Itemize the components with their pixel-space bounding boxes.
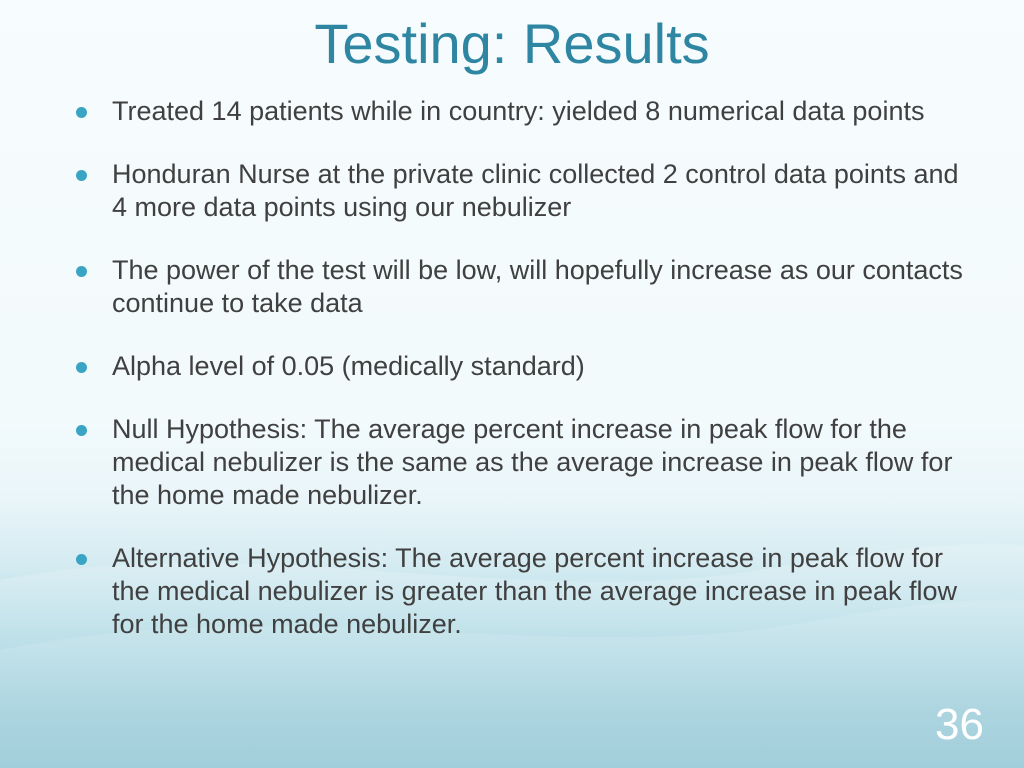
bullet-item xyxy=(72,254,972,320)
bullet-text: Null Hypothesis: The average percent increase in peak flow for the medical nebulizer is the same as the average increase in peak flow for the home made nebulizer. xyxy=(112,414,953,510)
bullet-item xyxy=(72,413,972,512)
bullet-text: Alpha level of 0.05 (medically standard) xyxy=(112,351,585,381)
bullet-item xyxy=(72,158,972,224)
bullet-dot-icon xyxy=(76,554,87,565)
bullet-item xyxy=(72,542,972,641)
bullet-item xyxy=(72,350,972,383)
slide-title: Testing: Results xyxy=(314,12,710,75)
bullet-text: The power of the test will be low, will hopefully increase as our contacts continue to take data xyxy=(112,255,963,318)
bullet-item xyxy=(72,95,972,128)
bullet-text: Treated 14 patients while in country: yielded 8 numerical data points xyxy=(112,96,925,126)
bullet-text: Alternative Hypothesis: The average percent increase in peak flow for the medical nebulizer is greater than the average increase in peak flow for the home made nebulizer. xyxy=(112,543,957,639)
bullet-dot-icon xyxy=(76,425,87,436)
slide-number: 36 xyxy=(935,700,984,749)
bullet-text: Honduran Nurse at the private clinic collected 2 control data points and 4 more data points using our nebulizer xyxy=(112,159,959,222)
bullet-list xyxy=(72,95,972,671)
bullet-dot-icon xyxy=(76,107,87,118)
bullet-dot-icon xyxy=(76,266,87,277)
bullet-dot-icon xyxy=(76,170,87,181)
bullet-dot-icon xyxy=(76,362,87,373)
